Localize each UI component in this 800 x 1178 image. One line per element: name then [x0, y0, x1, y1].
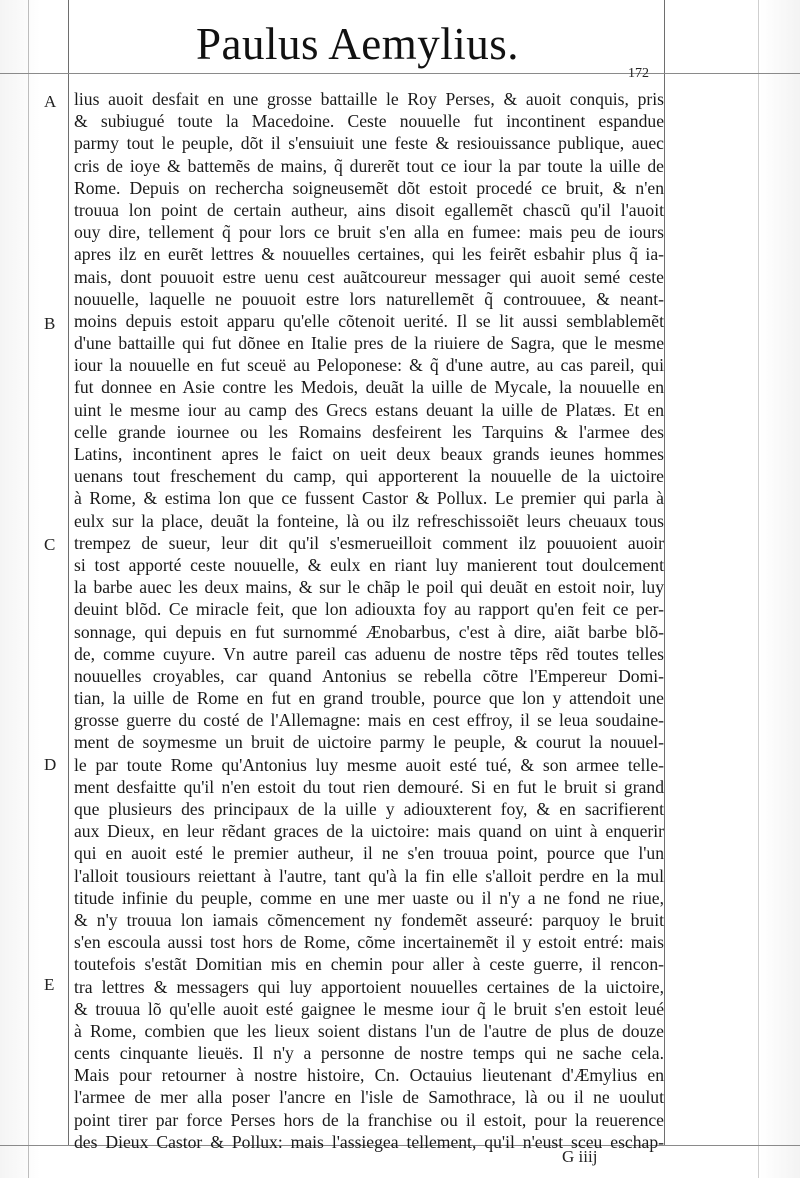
marginal-letter-c: C: [44, 535, 56, 554]
text-line: Latins, incontinent apres le faict on ueit deux beaux grands ieunes hommes: [74, 444, 664, 464]
text-line: aux Dieux, en leur rẽdant graces de la uictoire: mais quand on uint à enquerir: [74, 821, 664, 842]
text-line: grosse guerre du costé de l'Allemagne: mais en cest effroy, il se leua soudaine-: [74, 710, 664, 731]
text-line: point tirer par force Perses hors de la franchise ou il estoit, pour la reuerence: [74, 1109, 664, 1130]
text-line: sonnage, qui depuis en fut surnommé Ænobarbus, c'est à dire, aiãt barbe blõ-: [74, 621, 664, 642]
text-line: apres ilz en eurẽt lettres & nouuelles certaines, qui les feirẽt esbahir plus q̃ ia-: [74, 244, 664, 265]
text-line: qui en auoit esté le premier autheur, il ne s'en trouua point, pource que l'un: [74, 843, 664, 864]
text-line: nouuelles croyables, car quand Antonius se rebella cõtre l'Empereur Domi-: [74, 665, 664, 686]
marginal-letter-a: A: [44, 92, 57, 111]
text-line: & trouua lõ qu'elle auoit esté gaignee le mesme iour q̃ le bruit s'en estoit leué: [74, 998, 664, 1019]
text-line: si tost apporté ceste nouuelle, & eulx en riant luy manierent tout doulcement: [74, 554, 664, 575]
text-line: cris de ioye & battemẽs de mains, q̃ durerẽt tout ce iour la par toute la uille de: [74, 155, 664, 176]
text-line: à Rome, combien que les lieux soient distans l'un de l'autre de plus de douze: [74, 1020, 664, 1041]
text-line: le par toute Rome qu'Antonius luy mesme auoit esté tué, & son armee telle-: [74, 754, 664, 775]
text-line: lius auoit desfait en une grosse battaille le Roy Perses, & auoit conquis, pris: [74, 89, 664, 109]
text-line: iour la nouuelle en fut sceuë au Peloponese: & q̃ d'une autre, au cas pareil, qui: [74, 355, 664, 376]
text-line: eulx sur la place, deuãt la fonteine, là ou ilz refreschissoiẽt leurs cheuaux tous: [74, 510, 664, 531]
outer-left-rule: [28, 0, 29, 1178]
text-line: uenans tout freschement du camp, qui apporterent la nouuelle de la uictoire: [74, 466, 664, 487]
text-line: tian, la uille de Rome en fut en grand trouble, pource que lon y attendoit une: [74, 688, 664, 709]
text-line: Mais pour retourner à nostre histoire, Cn. Octauius lieutenant d'Æmylius en: [74, 1065, 664, 1086]
text-line: deuint blõd. Ce miracle feit, que lon adiouxta foy au rapport qu'en feit ce per-: [74, 599, 664, 620]
text-line: que plusieurs des principaux de la uille y adiouxterent foy, & en sacrifierent: [74, 799, 664, 819]
text-line: mais, dont pouuoit estre uenu cest auãtcoureur messager qui auoit semé ceste: [74, 266, 664, 287]
text-line: cents cinquante lieuës. Il n'y a personne de nostre temps qui ne sache cela.: [74, 1043, 664, 1064]
text-line: toutefois s'estãt Domitian mis en chemin pour aller à ceste guerre, il rencon-: [74, 954, 664, 975]
signature-mark: G iiij: [562, 1147, 598, 1166]
text-line: titude infinie du peuple, comme en une mer uaste ou il n'y a ne fond ne riue,: [74, 887, 664, 908]
text-line: ment de soymesme un bruit de uictoire parmy le peuple, & courut la nouuel-: [74, 732, 664, 753]
text-line: s'en escoula aussi tost hors de Rome, cõme incertainemẽt il y estoit entré: mais: [74, 932, 664, 953]
folio-number: 172: [628, 66, 649, 81]
text-line: à Rome, & estima lon que ce fussent Castor & Pollux. Le premier qui parla à: [74, 488, 664, 509]
text-line: uint le mesme iour au camp des Grecs estans deuant la uille de Platæs. Et en: [74, 399, 664, 420]
text-line: la barbe auec les deux mains, & sur le chãp le poil qui deuãt en estoit noir, luy: [74, 577, 664, 598]
body-text: [74, 88, 664, 1153]
left-margin-rule: [68, 0, 69, 1145]
text-line: ment desfaitte qu'il n'en estoit du tout rien demouré. Si en fut le bruit si grand: [74, 776, 664, 797]
marginal-letter-d: D: [44, 755, 57, 774]
text-line: l'armee de mer alla poser l'ancre en l'isle de Samothrace, là ou il ne uoulut: [74, 1087, 664, 1108]
text-line: & n'y trouua lon iamais cõmencement ny fondemẽt asseuré: parquoy le bruit: [74, 909, 664, 930]
marginal-letter-e: E: [44, 975, 55, 994]
text-line: des Dieux Castor & Pollux: mais l'assiegea tellement, qu'il n'eust sceu eschap-: [74, 1131, 664, 1152]
header-rule: [0, 73, 800, 74]
text-line: parmy tout le peuple, dõt il s'ensuiuit une feste & resiouissance publique, auec: [74, 133, 664, 154]
text-line: moins depuis estoit apparu qu'elle cõtenoit uerité. Il se lit aussi semblablemẽt: [74, 310, 664, 331]
text-line: trempez de sueur, leur dit qu'il s'esmerueilloit comment ilz pouuoient auoir: [74, 532, 664, 553]
text-line: fut donnee en Asie contre les Medois, deuãt la uille de Mycale, la nouuelle en: [74, 377, 664, 398]
text-line: l'alloit tousiours reiettant à l'autre, tant qu'à la fin elle s'alloit perdre en la mul: [74, 865, 664, 886]
text-line: nouuelle, laquelle ne pouuoit estre lors naturellemẽt q̃ controuuee, & neant-: [74, 288, 664, 309]
running-head: Paulus Aemylius.: [196, 19, 520, 69]
text-line: Rome. Depuis on recherchа soigneusemẽt dõt estoit procedé ce bruit, & n'en: [74, 177, 664, 198]
text-line: tra lettres & messagers qui luy apportoient nouuelles certaines de la uictoire,: [74, 976, 664, 997]
text-line: celle grande iournee ou les Romains desfeirent les Tarquins & l'armee des: [74, 421, 664, 442]
text-line: ouy dire, tellement q̃ pour lors ce bruit s'en alla en fumee: mais peu de iours: [74, 222, 664, 243]
text-line: de, comme cuyure. Vn autre pareil cas aduenu de nostre tẽps rẽd toutes telles: [74, 643, 664, 664]
text-line: trouua lon point de certain autheur, ains disoit egallemẽt chascũ qu'il l'auoit: [74, 199, 664, 220]
marginal-letter-b: B: [44, 314, 56, 333]
outer-right-rule: [758, 0, 759, 1178]
text-line: d'une battaille qui fut dõnee en Italie pres de la riuiere de Sagra, que le mesme: [74, 333, 664, 354]
text-line: & subiugué toute la Macedoine. Ceste nouuelle fut incontinent espandue: [74, 111, 664, 132]
right-margin-rule: [664, 0, 665, 1145]
